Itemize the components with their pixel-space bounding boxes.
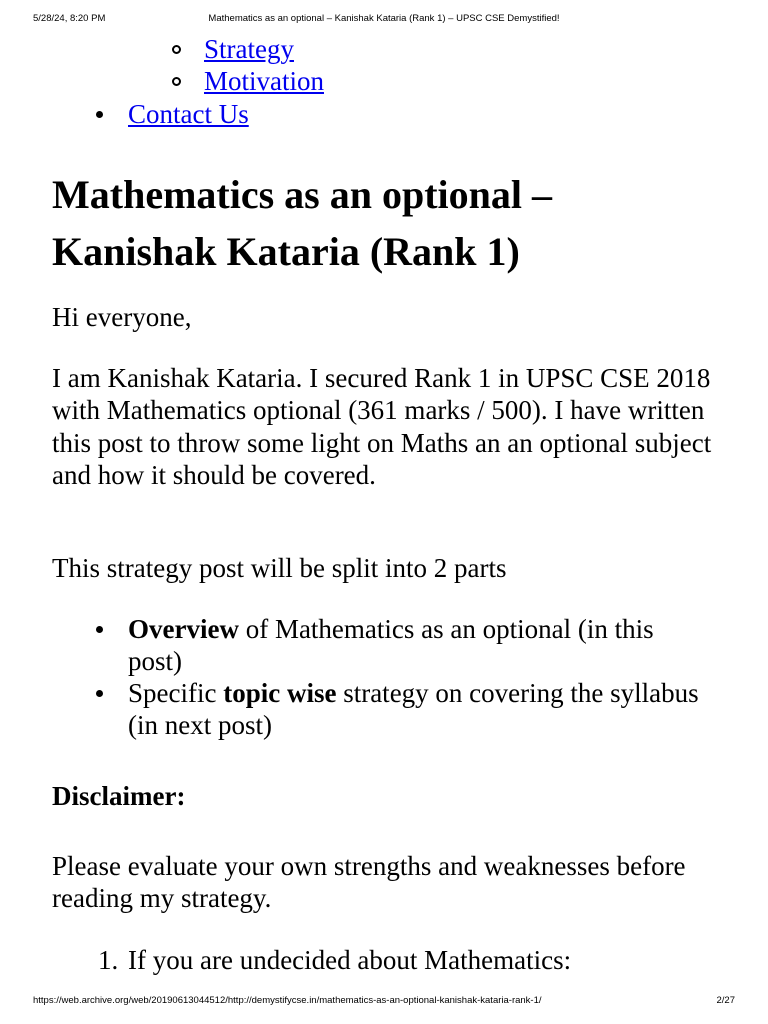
topic-wise-prefix: Specific: [128, 678, 224, 708]
nav-sub-item-strategy[interactable]: [172, 33, 294, 65]
overview-bold: Overview: [128, 614, 239, 644]
disc-bullet-icon: [96, 626, 103, 633]
print-page-title: Mathematics as an optional – Kanishak Kataria (Rank 1) – UPSC CSE Demystified!: [208, 13, 560, 24]
nav-sub-item-motivation[interactable]: [172, 65, 324, 97]
intro-paragraph: I am Kanishak Kataria. I secured Rank 1 in UPSC CSE 2018 with Mathematics optional (361 marks / 500). I have written this post to throw some light on Maths an an optional subject and how it should be covered.: [52, 363, 712, 491]
contact-us-link[interactable]: Contact Us: [128, 99, 249, 129]
disc-bullet-icon: [96, 690, 103, 697]
ordered-item-text: If you are undecided about Mathematics:: [128, 945, 572, 975]
topic-wise-bold: topic wise: [223, 678, 337, 708]
disclaimer-heading: Disclaimer:: [52, 781, 186, 811]
list-item-overview: [128, 613, 708, 678]
greeting-text: Hi everyone,: [52, 302, 192, 332]
disc-bullet-icon: [96, 111, 103, 118]
list-item-topic-wise: [128, 677, 708, 742]
circle-bullet-icon: [172, 77, 181, 86]
print-page-number: 2/27: [716, 995, 735, 1006]
print-date: 5/28/24, 8:20 PM: [33, 13, 106, 24]
circle-bullet-icon: [172, 45, 181, 54]
motivation-link[interactable]: Motivation: [204, 66, 324, 96]
split-text: This strategy post will be split into 2 parts: [52, 553, 507, 583]
overview-rest: of Mathematics as an optional (in this post): [128, 614, 654, 677]
article-title: Mathematics as an optional – Kanishak Kataria (Rank 1): [52, 172, 552, 274]
ordered-item-number: 1.: [98, 945, 119, 975]
print-url: https://web.archive.org/web/20190613044512/http://demystifycse.in/mathematics-as-an-optional-kanishak-kataria-rank-1/: [33, 995, 542, 1006]
disclaimer-text: Please evaluate your own strengths and weaknesses before reading my strategy.: [52, 851, 686, 914]
nav-item-contact[interactable]: [96, 98, 249, 130]
topic-wise-rest: strategy on covering the syllabus (in next post): [128, 678, 699, 741]
strategy-link[interactable]: Strategy: [204, 34, 294, 64]
print-header: [0, 12, 768, 26]
print-footer: [0, 994, 768, 1008]
